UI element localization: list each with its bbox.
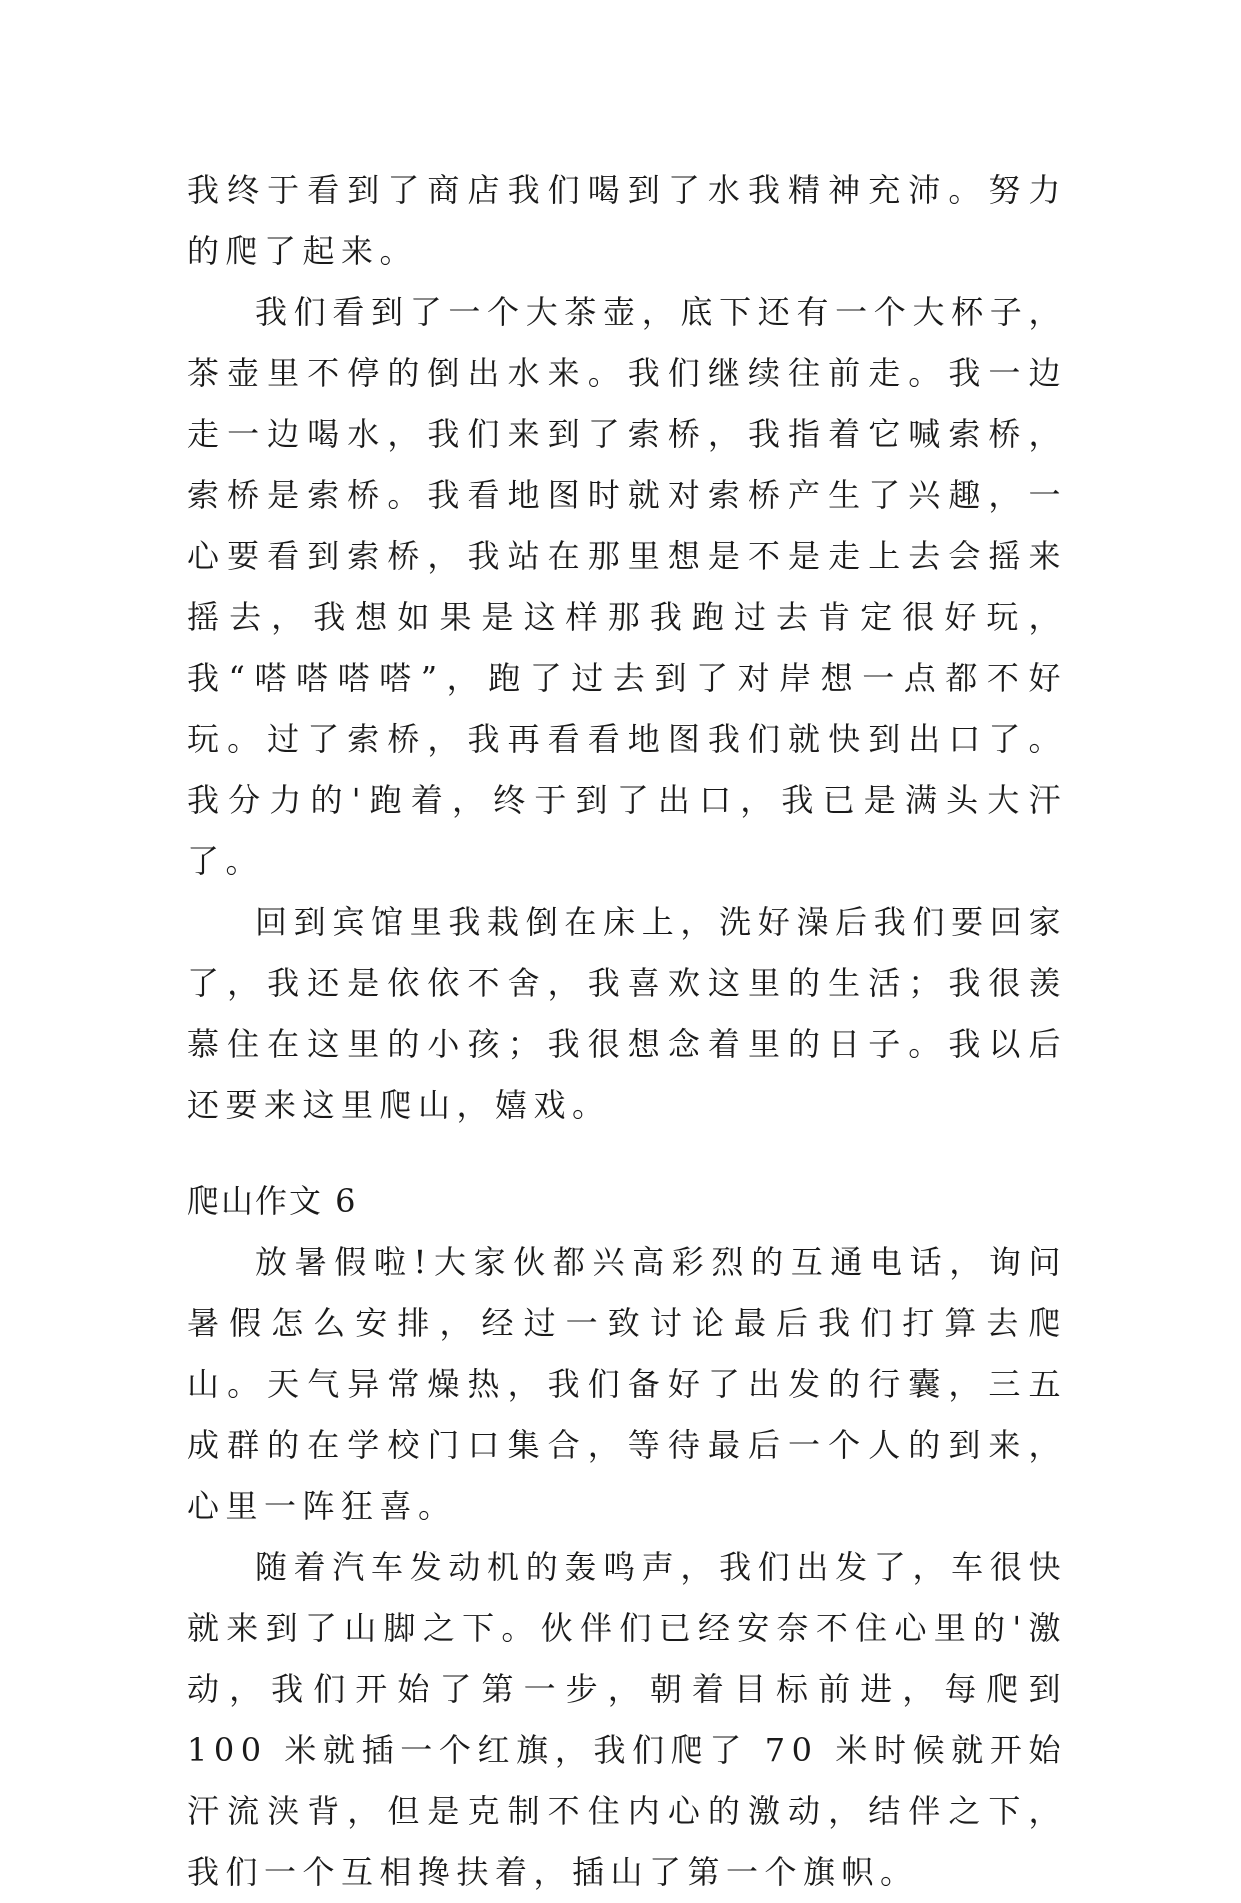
document-body bbox=[187, 160, 1067, 1903]
section-heading: 爬山作文 6 bbox=[187, 1182, 358, 1220]
paragraph-5: 随着汽车发动机的轰鸣声，我们出发了，车很快就来到了山脚之下。伙伴们已经安奈不住心里的'激动，我们开始了第一步，朝着目标前进，每爬到 100 米就插一个红旗，我们爬了 70 米时候就开始汗流浃背，但是克制不住内心的激动，结伴之下，我们一个互相搀扶着，插山了第一个旗帜。 bbox=[187, 1548, 1067, 1891]
paragraph-1: 我终于看到了商店我们喝到了水我精神充沛。努力的爬了起来。 bbox=[187, 171, 1067, 270]
paragraph-2: 我们看到了一个大茶壶，底下还有一个大杯子，茶壶里不停的倒出水来。我们继续往前走。我一边走一边喝水，我们来到了索桥，我指着它喊索桥，索桥是索桥。我看地图时就对索桥产生了兴趣，一心要看到索桥，我站在那里想是不是走上去会摇来摇去，我想如果是这样那我跑过去肯定很好玩，我“嗒嗒嗒嗒”，跑了过去到了对岸想一点都不好玩。过了索桥，我再看看地图我们就快到出口了。我分力的'跑着，终于到了出口，我已是满头大汗了。 bbox=[187, 293, 1067, 880]
paragraph-4: 放暑假啦!大家伙都兴高彩烈的互通电话，询问暑假怎么安排，经过一致讨论最后我们打算去爬山。天气异常燥热，我们备好了出发的行囊，三五成群的在学校门口集合，等待最后一个人的到来，心里一阵狂喜。 bbox=[187, 1243, 1067, 1525]
paragraph-3: 回到宾馆里我栽倒在床上，洗好澡后我们要回家了，我还是依依不舍，我喜欢这里的生活；我很羡慕住在这里的小孩；我很想念着里的日子。我以后还要来这里爬山，嬉戏。 bbox=[187, 903, 1067, 1124]
